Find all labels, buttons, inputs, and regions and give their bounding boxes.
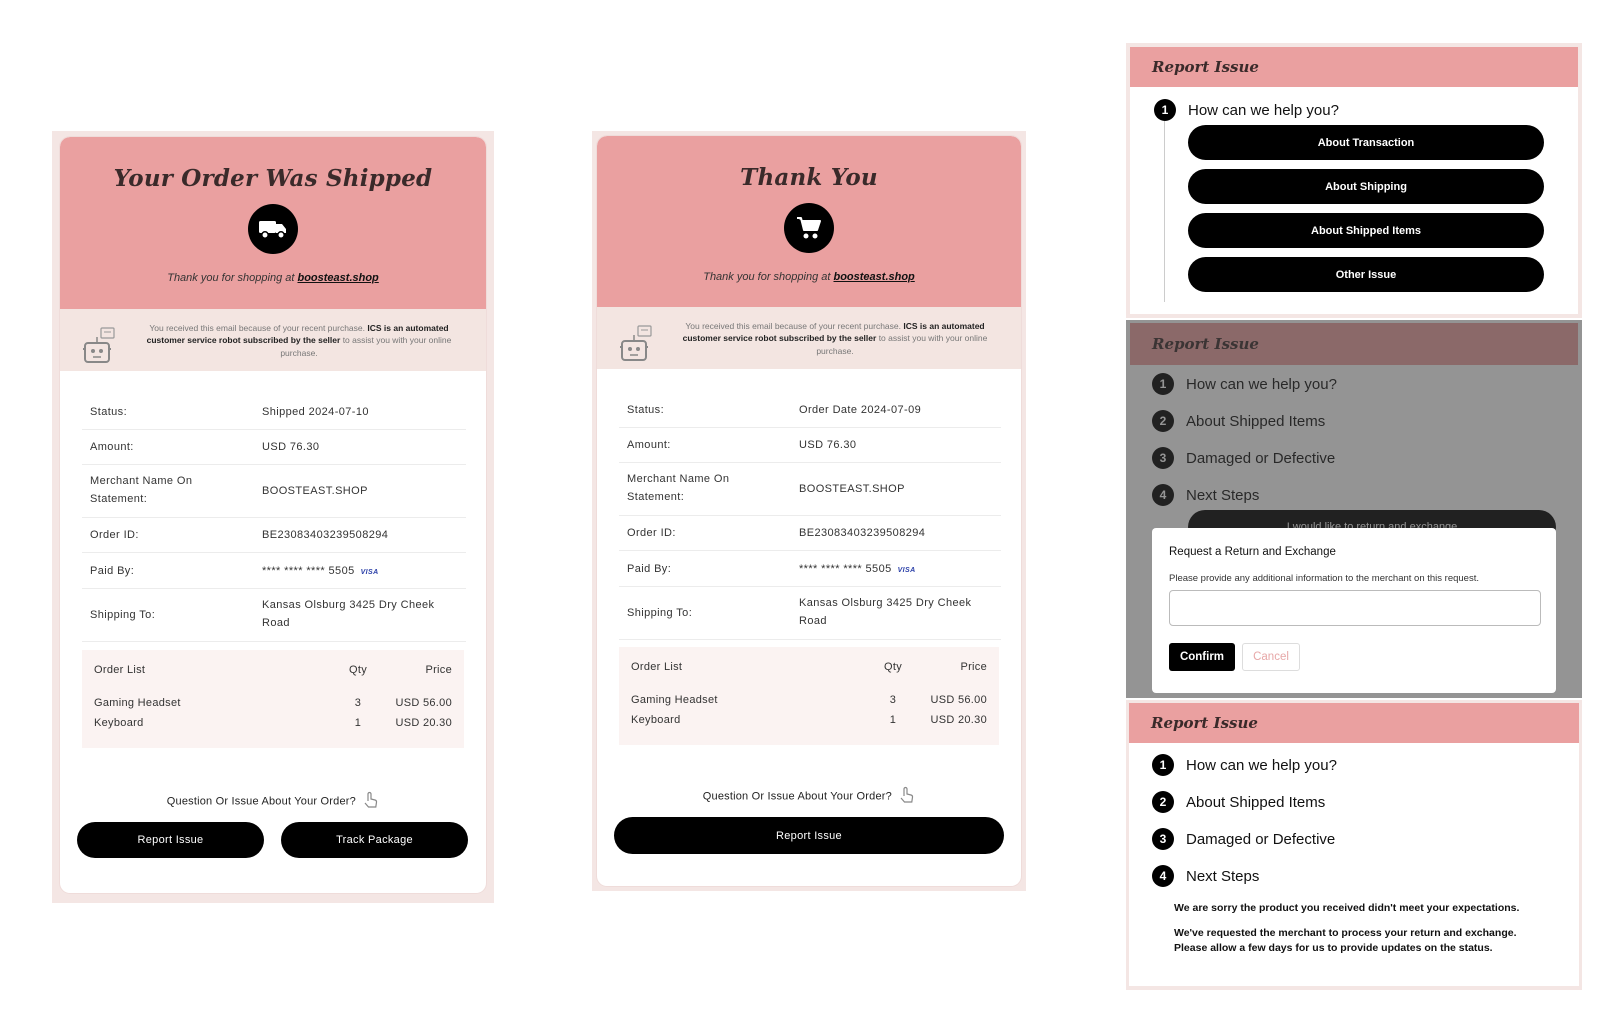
order-info-table	[82, 395, 466, 642]
info-key: Status:	[627, 404, 665, 416]
thanks-line	[597, 271, 1021, 283]
option-about-shipping[interactable]: About Shipping	[1188, 169, 1544, 204]
step-3	[1152, 828, 1335, 850]
bot-notice	[60, 309, 486, 371]
order-item	[619, 673, 999, 706]
info-key: Amount:	[627, 439, 671, 451]
card-number: **** **** **** 5505	[262, 564, 355, 577]
notice-post: to assist you with your online purchase.	[816, 333, 988, 356]
thanks-prefix: Thank you for shopping at	[167, 272, 295, 284]
item-qty: 3	[889, 694, 897, 706]
report-panel-3	[1129, 703, 1579, 986]
thanks-hero	[597, 136, 1021, 307]
item-qty: 3	[354, 697, 362, 709]
item-price: USD 56.00	[930, 694, 987, 706]
question-line	[60, 791, 486, 812]
info-row-merchant	[82, 465, 466, 518]
shop-link[interactable]: boosteast.shop	[297, 272, 379, 284]
report-issue-header: Report Issue	[1129, 703, 1579, 743]
item-name: Gaming Headset	[631, 694, 718, 706]
col-price: Price	[425, 664, 452, 676]
step-number: 1	[1152, 754, 1174, 776]
info-value	[799, 563, 1001, 575]
step-connector	[1164, 117, 1165, 302]
report-issue-header: Report Issue	[1130, 47, 1578, 87]
info-value: Order Date 2024-07-09	[799, 404, 922, 416]
col-order-list: Order List	[631, 661, 683, 673]
step-label: Next Steps	[1186, 867, 1260, 885]
confirm-button[interactable]: Confirm	[1169, 643, 1235, 671]
info-row-status	[82, 395, 466, 430]
info-value: Kansas Olsburg 3425 Dry Cheek Road	[799, 597, 972, 627]
question-text: Question Or Issue About Your Order?	[702, 790, 892, 803]
question-line	[597, 786, 1021, 807]
order-item	[619, 706, 999, 726]
notice-post: to assist you with your online purchase.	[280, 335, 452, 358]
step-4	[1152, 865, 1259, 887]
shipped-card	[60, 137, 486, 893]
thanks-prefix: Thank you for shopping at	[703, 271, 831, 283]
hand-icon	[363, 791, 379, 812]
info-row-amount	[619, 428, 1001, 463]
step-label: About Shipped Items	[1186, 793, 1326, 811]
info-value: BOOSTEAST.SHOP	[799, 483, 905, 495]
item-name: Keyboard	[94, 717, 144, 729]
col-qty: Qty	[883, 661, 902, 673]
cancel-button[interactable]: Cancel	[1242, 643, 1300, 671]
option-about-shipped-items[interactable]: About Shipped Items	[1188, 213, 1544, 248]
notice-text	[675, 320, 995, 357]
notice-pre: You received this email because of your recent purchase.	[685, 321, 901, 331]
item-price: USD 20.30	[930, 714, 987, 726]
step-1	[1154, 99, 1339, 121]
visa-logo: VISA	[897, 566, 916, 574]
report-panel-2	[1126, 320, 1582, 698]
visa-logo: VISA	[360, 568, 379, 576]
report-issue-button[interactable]: Report Issue	[77, 822, 264, 858]
info-key: Merchant Name On Statement:	[90, 475, 193, 505]
step-label: Damaged or Defective	[1186, 830, 1336, 848]
notice-pre: You received this email because of your recent purchase.	[149, 323, 365, 333]
info-key: Status:	[90, 406, 128, 418]
item-qty: 1	[354, 717, 362, 729]
robot-icon	[619, 325, 653, 366]
notice-bold: ICS is an automated customer service robot subscribed by the seller	[146, 323, 449, 346]
notice-bold: ICS is an automated customer service robot subscribed by the seller	[682, 321, 985, 344]
info-row-paid-by	[619, 551, 1001, 587]
info-value: USD 76.30	[262, 441, 320, 453]
info-value	[262, 565, 466, 577]
order-list-header	[619, 647, 999, 673]
track-package-button[interactable]: Track Package	[281, 822, 468, 858]
step-number: 3	[1152, 828, 1174, 850]
step-label: How can we help you?	[1188, 101, 1339, 119]
option-other-issue[interactable]: Other Issue	[1188, 257, 1544, 292]
info-key: Order ID:	[90, 529, 139, 541]
notice-text	[138, 322, 460, 359]
report-issue-button[interactable]: Report Issue	[614, 817, 1004, 854]
item-qty: 1	[889, 714, 897, 726]
info-key: Shipping To:	[90, 609, 156, 621]
step-2	[1152, 791, 1325, 813]
cart-icon	[784, 203, 834, 253]
order-list	[619, 647, 999, 745]
report-panel-1	[1130, 47, 1578, 314]
col-price: Price	[960, 661, 987, 673]
step-label: How can we help you?	[1186, 756, 1337, 774]
shipped-hero	[60, 137, 486, 309]
return-exchange-modal	[1152, 528, 1556, 693]
info-row-shipping	[619, 587, 1001, 640]
hand-icon	[899, 786, 915, 807]
item-name: Keyboard	[631, 714, 681, 726]
info-key: Paid By:	[90, 564, 135, 577]
item-price: USD 20.30	[395, 717, 452, 729]
info-value: BE23083403239508294	[799, 527, 926, 539]
col-qty: Qty	[348, 664, 367, 676]
info-row-status	[619, 393, 1001, 428]
modal-title: Request a Return and Exchange	[1169, 546, 1336, 558]
order-item	[82, 676, 464, 709]
info-row-amount	[82, 430, 466, 465]
info-row-order-id	[82, 518, 466, 553]
step-number: 1	[1154, 99, 1176, 121]
info-key: Paid By:	[627, 562, 672, 575]
info-value: Shipped 2024-07-10	[262, 406, 369, 418]
info-value: BE23083403239508294	[262, 529, 389, 541]
modal-description: Please provide any additional information to the merchant on this request.	[1169, 573, 1479, 584]
sorry-message: We are sorry the product you received didn't meet your expectations.	[1174, 902, 1520, 914]
item-name: Gaming Headset	[94, 697, 181, 709]
info-value: USD 76.30	[799, 439, 857, 451]
info-key: Amount:	[90, 441, 134, 453]
robot-icon	[82, 327, 116, 368]
question-text: Question Or Issue About Your Order?	[166, 795, 356, 808]
step-1	[1152, 754, 1337, 776]
item-price: USD 56.00	[395, 697, 452, 709]
order-info-table	[619, 393, 1001, 640]
shop-link[interactable]: boosteast.shop	[833, 271, 915, 283]
request-message: We've requested the merchant to process your return and exchange. Please allow a few days for us to provide updates on the status.	[1174, 927, 1517, 955]
order-item	[82, 709, 464, 729]
order-list-header	[82, 650, 464, 676]
page-title: Your Order Was Shipped	[113, 165, 433, 192]
step-number: 2	[1152, 791, 1174, 813]
thanks-line	[60, 272, 486, 284]
step-number: 4	[1152, 865, 1174, 887]
order-list	[82, 650, 464, 748]
info-row-order-id	[619, 516, 1001, 551]
info-key: Shipping To:	[627, 607, 693, 619]
thanks-card	[597, 136, 1021, 886]
info-value: BOOSTEAST.SHOP	[262, 485, 368, 497]
truck-icon	[248, 204, 298, 254]
additional-info-textarea[interactable]	[1169, 590, 1541, 626]
page-title: Thank You	[740, 164, 878, 191]
bot-notice	[597, 307, 1021, 369]
info-row-shipping	[82, 589, 466, 642]
info-row-merchant	[619, 463, 1001, 516]
option-about-transaction[interactable]: About Transaction	[1188, 125, 1544, 160]
info-row-paid-by	[82, 553, 466, 589]
card-number: **** **** **** 5505	[799, 562, 892, 575]
info-value: Kansas Olsburg 3425 Dry Cheek Road	[262, 599, 435, 629]
info-key: Order ID:	[627, 527, 676, 539]
col-order-list: Order List	[94, 664, 146, 676]
info-key: Merchant Name On Statement:	[627, 473, 730, 503]
